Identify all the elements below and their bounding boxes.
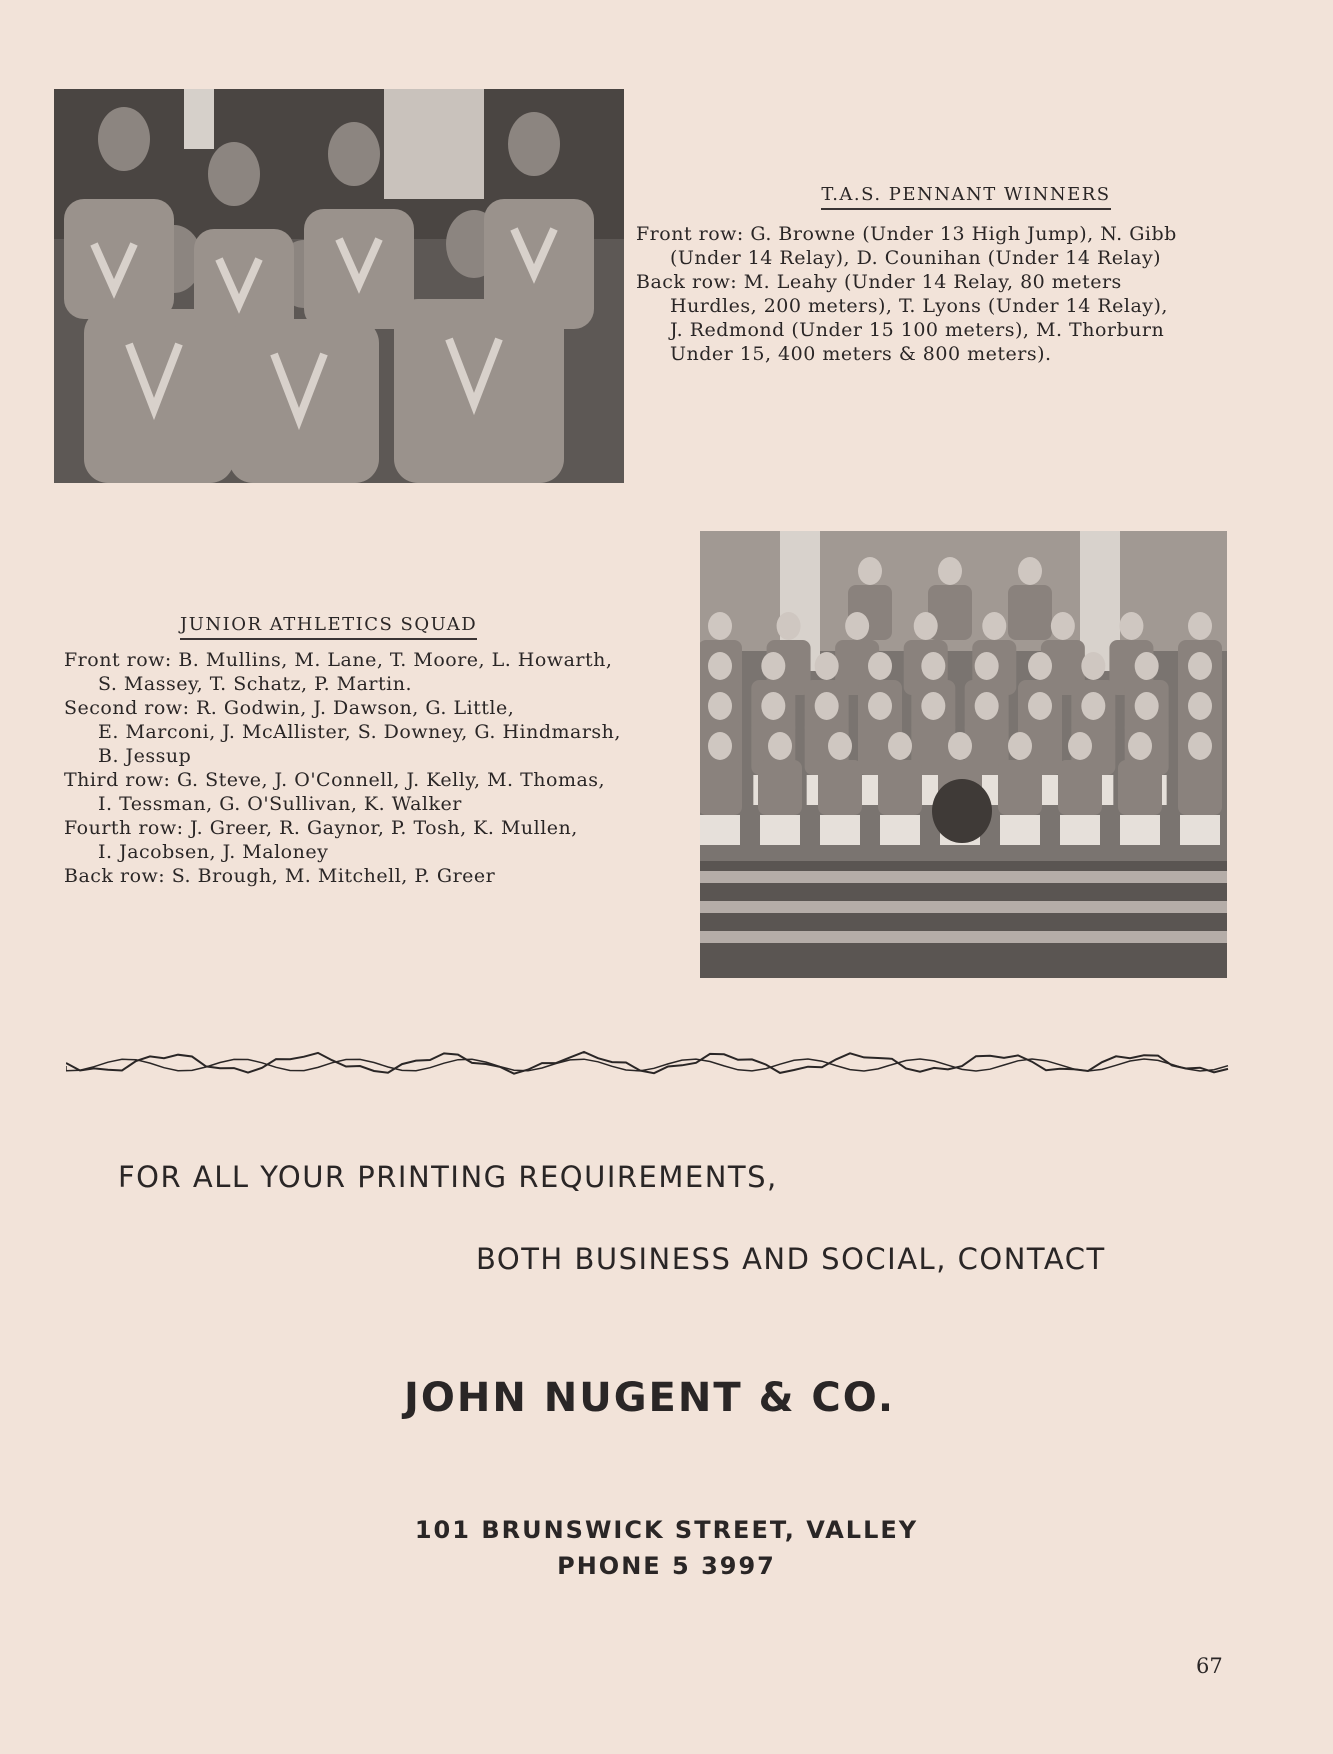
squad-member-head <box>1135 652 1159 680</box>
squad-member-head <box>914 612 938 640</box>
squad-member-head <box>868 652 892 680</box>
squad-member-head <box>1051 612 1075 640</box>
squad-member-head <box>708 732 732 760</box>
squad-member-shorts <box>880 815 920 845</box>
caption-row-continuation: J. Redmond (Under 15 100 meters), M. Thorburn <box>670 319 1165 341</box>
pennant-winners-rows <box>636 222 1236 366</box>
pennant-winners-caption <box>636 182 1236 366</box>
squad-member-head <box>845 612 869 640</box>
caption-row <box>636 222 1236 270</box>
squad-member-head <box>1188 612 1212 640</box>
pennant-winners-title: T.A.S. PENNANT WINNERS <box>821 183 1110 210</box>
caption-row-continuation: I. Tessman, G. O'Sullivan, K. Walker <box>98 793 462 815</box>
squad-member-body <box>1058 760 1102 815</box>
squad-member-shorts <box>1120 815 1160 845</box>
caption-row-first-line: Back row: S. Brough, M. Mitchell, P. Greer <box>64 865 496 887</box>
caption-row <box>64 816 704 864</box>
caption-row-first-line: Fourth row: J. Greer, R. Gaynor, P. Tosh, K. Mullen, <box>64 817 578 839</box>
squad-member-head <box>761 692 785 720</box>
squad-member-head <box>1188 692 1212 720</box>
advert-line-2: BOTH BUSINESS AND SOCIAL, CONTACT <box>476 1242 1106 1276</box>
squad-member-head <box>708 692 732 720</box>
squad-member-head <box>761 652 785 680</box>
squad-member-body <box>1178 760 1222 815</box>
caption-row-continuation: E. Marconi, J. McAllister, S. Downey, G. Hindmarsh, <box>98 721 621 743</box>
caption-row <box>64 696 704 768</box>
junior-athletics-squad-caption <box>64 612 704 888</box>
squad-member-shorts <box>700 815 740 845</box>
squad-member-body <box>1118 760 1162 815</box>
squad-member-head <box>1119 612 1143 640</box>
squad-member-head <box>921 652 945 680</box>
squad-member-body <box>998 760 1042 815</box>
pennant-winners-photo-image <box>54 89 624 483</box>
squad-member-head <box>938 557 962 585</box>
squad-member-body <box>758 760 802 815</box>
squad-member-head <box>708 612 732 640</box>
advert-company-name: JOHN NUGENT & CO. <box>404 1375 896 1421</box>
caption-row-first-line: Front row: G. Browne (Under 13 High Jump), N. Gibb <box>636 223 1177 245</box>
squad-member-head <box>1135 692 1159 720</box>
squad-member-head <box>921 692 945 720</box>
squad-member-head <box>1081 692 1105 720</box>
page-number: 67 <box>1196 1654 1223 1678</box>
pennant-winners-photo <box>54 89 624 483</box>
caption-row-continuation: S. Massey, T. Schatz, P. Martin. <box>98 673 413 695</box>
caption-row-continuation: B. Jessup <box>98 745 192 767</box>
squad-member-head <box>1018 557 1042 585</box>
squad-member-body <box>700 760 742 815</box>
squad-member-body <box>878 760 922 815</box>
squad-member-head <box>708 652 732 680</box>
squad-member-body <box>818 760 862 815</box>
caption-row-first-line: Third row: G. Steve, J. O'Connell, J. Kelly, M. Thomas, <box>64 769 606 791</box>
squad-member-head <box>768 732 792 760</box>
caption-row-first-line: Second row: R. Godwin, J. Dawson, G. Little, <box>64 697 515 719</box>
squad-member-head <box>828 732 852 760</box>
caption-row-continuation: Hurdles, 200 meters), T. Lyons (Under 14 Relay), <box>670 295 1168 317</box>
caption-row-continuation: I. Jacobsen, J. Maloney <box>98 841 329 863</box>
squad-member-shorts <box>760 815 800 845</box>
squad-member-head <box>1188 732 1212 760</box>
caption-row <box>64 768 704 816</box>
squad-member-head <box>982 612 1006 640</box>
junior-athletics-squad-photo-image <box>700 531 1227 978</box>
squad-member-shorts <box>1000 815 1040 845</box>
squad-member-head <box>975 652 999 680</box>
ornamental-divider <box>66 1048 1232 1078</box>
caption-row <box>64 648 704 696</box>
advert-address: 101 BRUNSWICK STREET, VALLEY <box>414 1516 919 1544</box>
squad-member-shorts <box>1060 815 1100 845</box>
squad-member-head <box>975 692 999 720</box>
squad-member-shorts <box>1180 815 1220 845</box>
squad-member-head <box>868 692 892 720</box>
squad-member-head <box>1081 652 1105 680</box>
junior-athletics-squad-title: JUNIOR ATHLETICS SQUAD <box>180 613 477 640</box>
squad-member-head <box>1188 652 1212 680</box>
squad-member-head <box>815 652 839 680</box>
junior-athletics-squad-photo <box>700 531 1227 978</box>
squad-member-shorts <box>820 815 860 845</box>
squad-member-head <box>948 732 972 760</box>
caption-row-continuation: Under 15, 400 meters & 800 meters). <box>670 343 1052 365</box>
caption-row-first-line: Front row: B. Mullins, M. Lane, T. Moore, L. Howarth, <box>64 649 613 671</box>
caption-row <box>64 864 704 888</box>
caption-row-continuation: (Under 14 Relay), D. Counihan (Under 14 Relay) <box>670 247 1162 269</box>
junior-athletics-squad-rows <box>64 648 704 888</box>
squad-member-head <box>1028 692 1052 720</box>
squad-member-head <box>888 732 912 760</box>
advert-line-1: FOR ALL YOUR PRINTING REQUIREMENTS, <box>118 1160 778 1194</box>
advert-phone: PHONE 5 3997 <box>557 1552 776 1580</box>
caption-row <box>636 270 1236 366</box>
squad-member-head <box>815 692 839 720</box>
advert-contact-block <box>0 1512 1333 1584</box>
squad-member-body <box>1008 585 1052 640</box>
squad-member-head <box>1028 652 1052 680</box>
squad-member-head <box>1008 732 1032 760</box>
squad-member-head <box>1068 732 1092 760</box>
squad-member-head <box>1128 732 1152 760</box>
squad-member-head <box>858 557 882 585</box>
squad-member-head <box>777 612 801 640</box>
caption-row-first-line: Back row: M. Leahy (Under 14 Relay, 80 meters <box>636 271 1122 293</box>
